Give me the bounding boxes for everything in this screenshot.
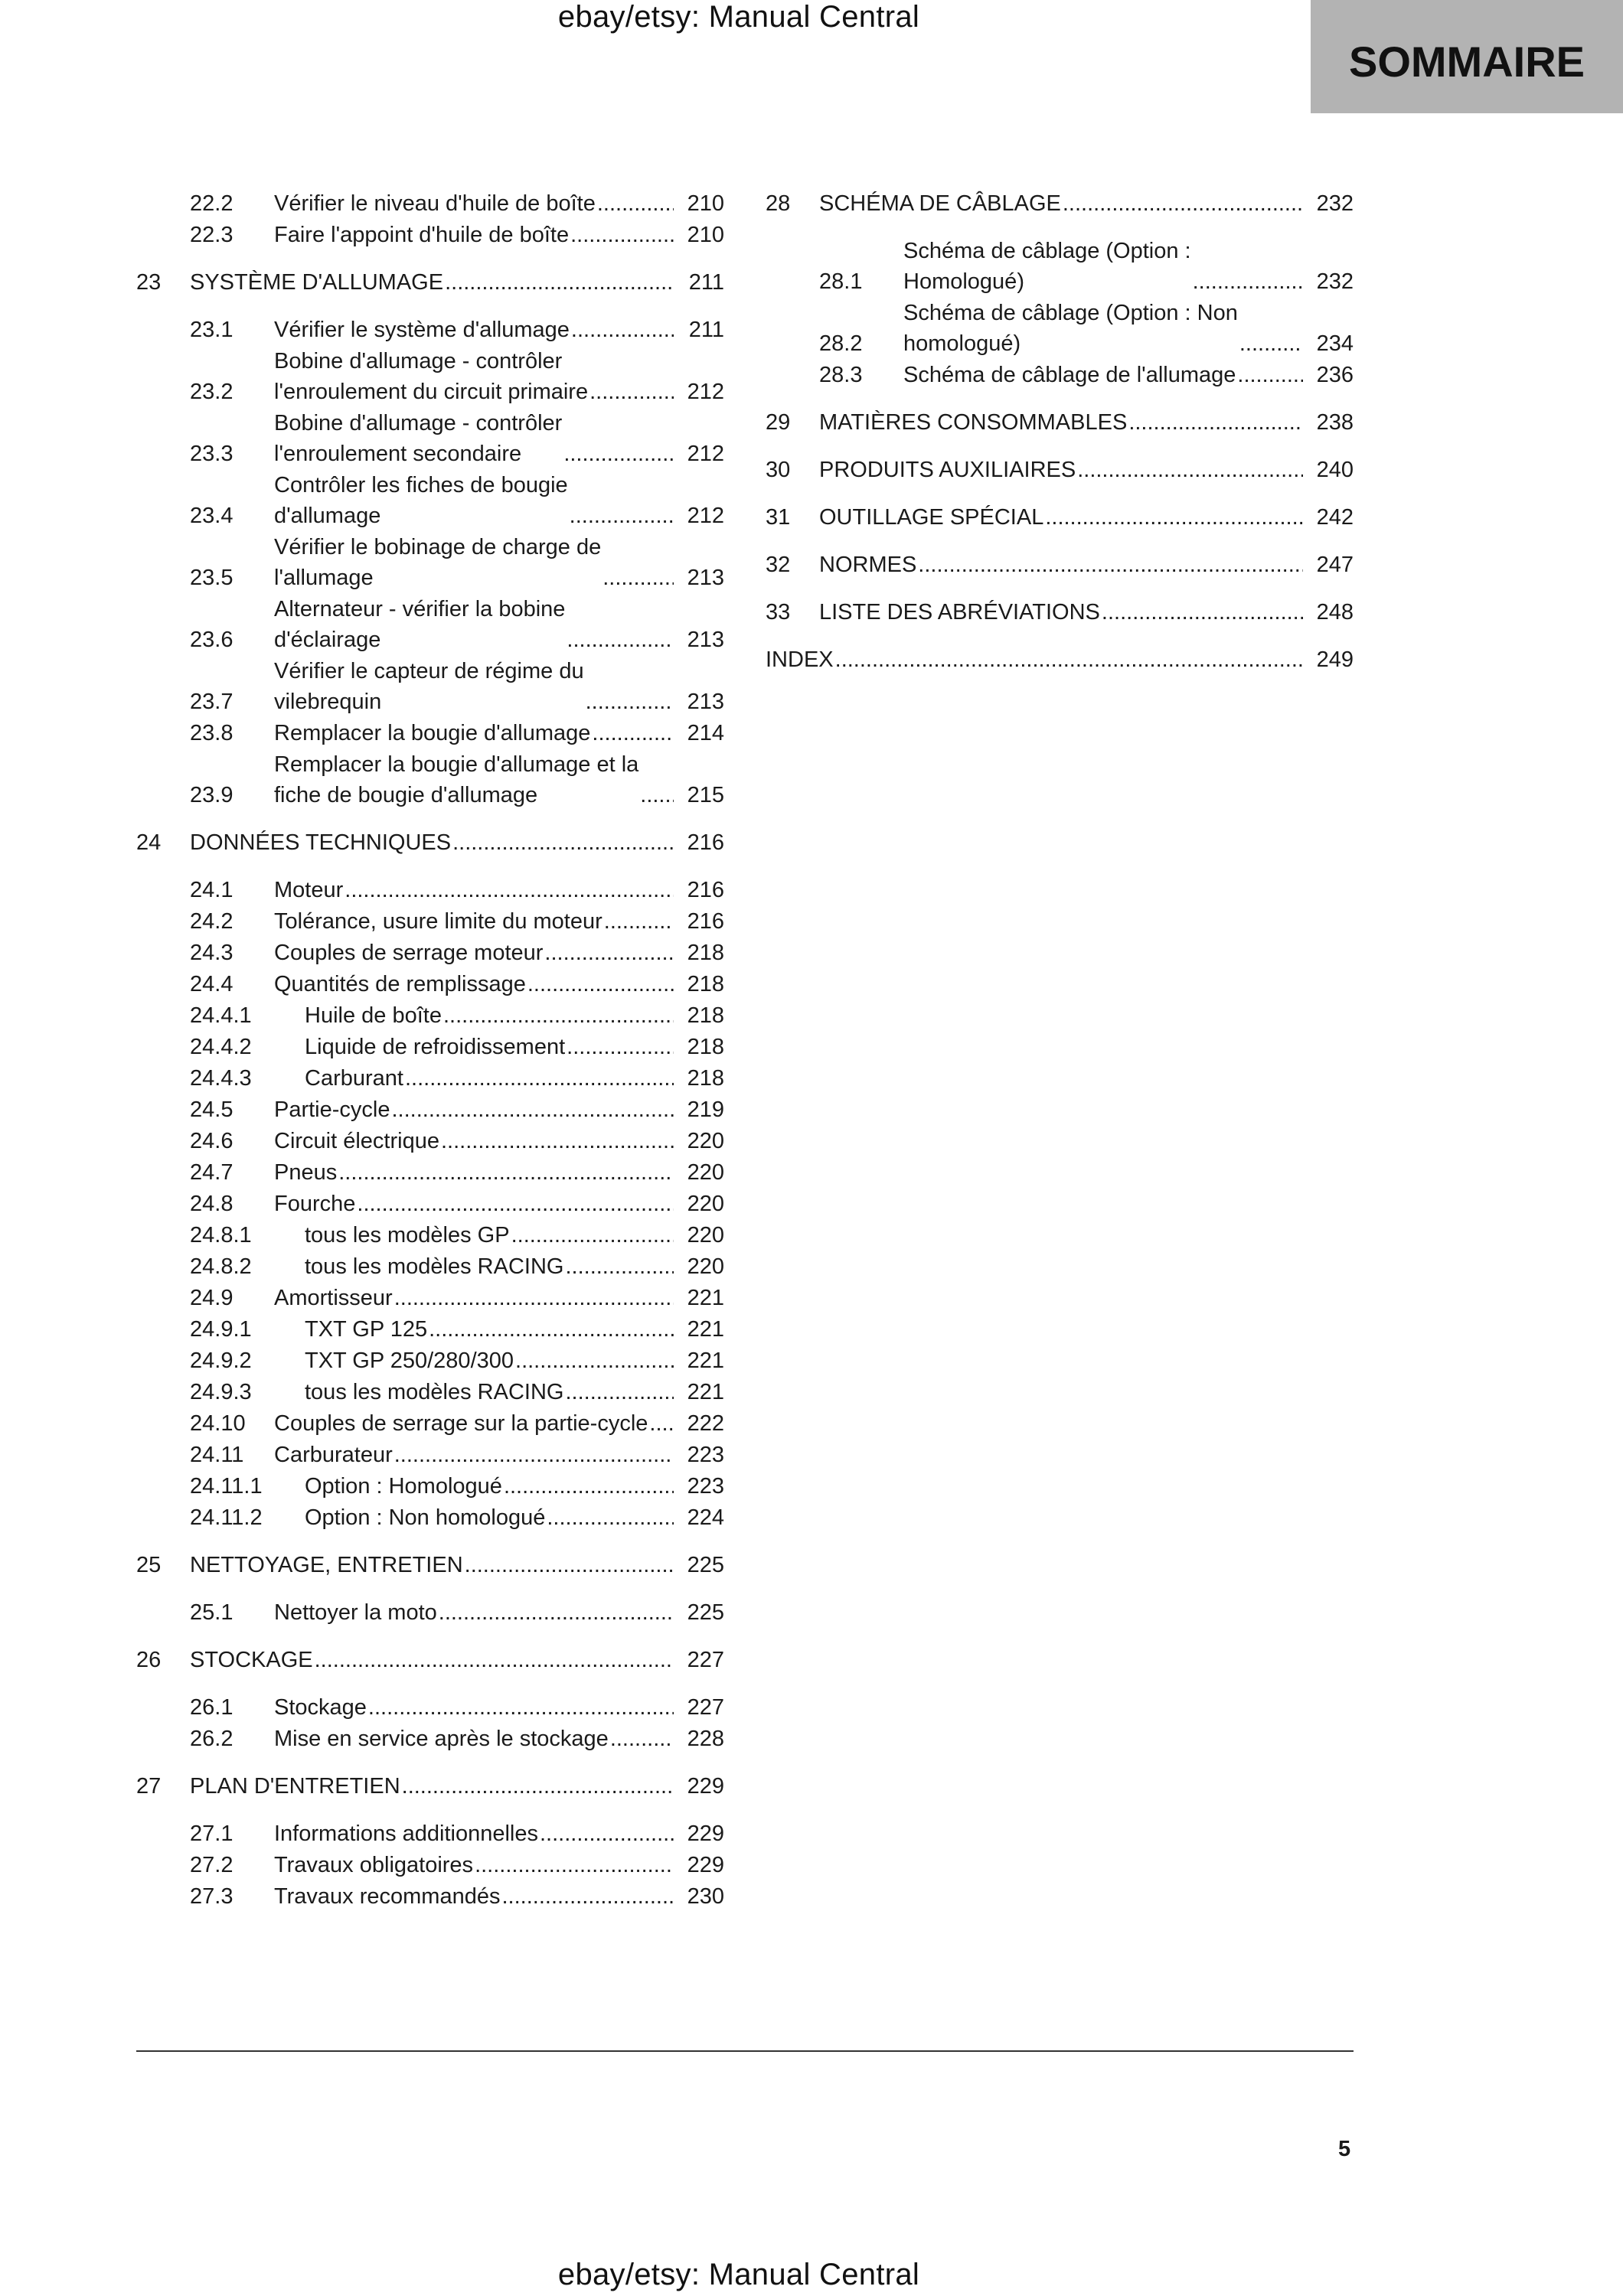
toc-entry-title: tous les modèles RACING ..... [305, 1251, 674, 1282]
toc-leader-dots [402, 1771, 674, 1802]
toc-entry-number: 24.2 [190, 909, 233, 934]
toc-entry-page: 221 [687, 1317, 724, 1342]
toc-entry-page: 218 [687, 1066, 724, 1091]
toc-leader-dots [592, 718, 674, 748]
toc-entry-number: 23.5 [190, 566, 233, 590]
toc-entry-page: 216 [687, 909, 724, 934]
toc-entry-page: 234 [1316, 331, 1354, 356]
toc-leader-dots [394, 1283, 674, 1313]
toc-entry[interactable] [136, 1283, 724, 1313]
page-number: 5 [1338, 2137, 1351, 2161]
toc-entry-page: 232 [1316, 191, 1354, 216]
toc-entry-page: 222 [687, 1411, 724, 1436]
toc-leader-dots [338, 1157, 674, 1188]
toc-entry-page: 221 [687, 1286, 724, 1310]
toc-entry-number: 27 [136, 1774, 162, 1799]
toc-entry-page: 227 [687, 1648, 724, 1672]
toc-entry-page: 223 [687, 1474, 724, 1499]
toc-leader-dots [368, 1692, 674, 1723]
toc-entry-page: 212 [687, 442, 724, 466]
toc-entry-title: tous les modèles RACING ..... [305, 1377, 674, 1407]
toc-entry-title: Amortisseur ..... [274, 1283, 674, 1313]
toc-leader-dots [504, 1471, 674, 1502]
toc-entry-number: 23.1 [190, 318, 233, 342]
toc-entry-title: NORMES ..... [819, 550, 1303, 580]
toc-entry[interactable] [136, 1771, 724, 1802]
toc-entry[interactable] [766, 298, 1354, 359]
toc-leader-dots [610, 1724, 674, 1754]
toc-entry-number: 24.8 [190, 1192, 233, 1216]
toc-entry-number: 24.8.2 [190, 1254, 252, 1279]
toc-entry-number: 31 [766, 505, 791, 530]
toc-leader-dots [540, 1818, 674, 1849]
toc-entry-title: Schéma de câblage (Option : Non homologué) ..... [903, 298, 1303, 359]
toc-leader-dots [475, 1850, 674, 1880]
watermark-bottom: ebay/etsy: Manual Central [557, 2258, 920, 2291]
toc-entry-number: 28.2 [819, 331, 863, 356]
toc-entry-title: Alternateur - vérifier la bobine d'éclairage ..... [274, 594, 674, 655]
toc-entry[interactable] [136, 1314, 724, 1345]
toc-entry-number: 29 [766, 410, 791, 435]
toc-entry-page: 218 [687, 972, 724, 996]
toc-entry-title: MATIÈRES CONSOMMABLES ..... [819, 407, 1303, 438]
toc-entry-number: 24.6 [190, 1129, 233, 1153]
toc-entry-title: Contrôler les fiches de bougie d'allumage ..... [274, 470, 674, 531]
toc-entry-page: 221 [687, 1349, 724, 1373]
toc-leader-dots [544, 938, 674, 968]
toc-entry-number: 23.8 [190, 721, 233, 745]
toc-entry[interactable] [136, 188, 724, 219]
toc-entry-number: 22.2 [190, 191, 233, 216]
toc-leader-dots [511, 1220, 674, 1251]
toc-entry-title: SYSTÈME D'ALLUMAGE ..... [190, 267, 674, 298]
toc-entry-number: 24 [136, 830, 162, 855]
toc-entry-title: PLAN D'ENTRETIEN ..... [190, 1771, 674, 1802]
toc-leader-dots [394, 1440, 674, 1470]
toc-entry-number: 22.3 [190, 223, 233, 247]
toc-entry-page: 220 [687, 1129, 724, 1153]
toc-leader-dots [315, 1645, 674, 1675]
toc-entry-title: OUTILLAGE SPÉCIAL ..... [819, 502, 1303, 533]
toc-entry-number: 27.1 [190, 1821, 233, 1846]
toc-entry-number: 24.9.2 [190, 1349, 252, 1373]
toc-entry-page: 211 [688, 318, 724, 342]
toc-entry-title: Schéma de câblage de l'allumage ..... [903, 360, 1303, 390]
toc-entry-title: Remplacer la bougie d'allumage et la fiche de bougie d'allumage ..... [274, 749, 674, 810]
toc-entry-page: 213 [687, 566, 724, 590]
toc-leader-dots [452, 827, 674, 858]
toc-leader-dots [445, 267, 674, 298]
toc-entry-title: Carburateur ..... [274, 1440, 674, 1470]
toc-entry-title: Vérifier le capteur de régime du vilebrequin ..... [274, 656, 674, 717]
toc-entry-number: 24.11.2 [190, 1505, 263, 1530]
toc-entry[interactable] [136, 1377, 724, 1407]
toc-leader-dots [567, 625, 674, 655]
toc-entry-title: INDEX ..... [766, 644, 1303, 675]
toc-entry-page: 238 [1316, 410, 1354, 435]
toc-entry-number: 24.3 [190, 941, 233, 965]
toc-entry-page: 212 [687, 504, 724, 528]
toc-entry[interactable] [136, 532, 724, 593]
toc-leader-dots [465, 1550, 674, 1580]
toc-entry-title: Option : Non homologué ..... [305, 1502, 674, 1533]
toc-entry-number: 26.1 [190, 1695, 233, 1720]
toc-entry-title: Informations additionnelles ..... [274, 1818, 674, 1849]
toc-entry-page: 229 [687, 1821, 724, 1846]
toc-entry-title: PRODUITS AUXILIAIRES ..... [819, 455, 1303, 485]
toc-leader-dots [565, 1251, 674, 1282]
toc-entry-title: Bobine d'allumage - contrôler l'enroulement du circuit primaire ..... [274, 346, 674, 407]
toc-leader-dots [345, 875, 674, 905]
toc-entry[interactable] [136, 1157, 724, 1188]
watermark-top: ebay/etsy: Manual Central [557, 0, 920, 34]
toc-entry[interactable] [136, 1000, 724, 1031]
toc-entry-title: Pneus ..... [274, 1157, 674, 1188]
toc-entry[interactable] [766, 188, 1354, 219]
toc-entry-number: 24.11.1 [190, 1474, 263, 1499]
toc-entry-number: 26 [136, 1648, 162, 1672]
toc-leader-dots [357, 1189, 674, 1219]
toc-leader-dots [443, 1000, 674, 1031]
toc-leader-dots [527, 969, 674, 1000]
toc-leader-dots [501, 1881, 674, 1912]
toc-entry[interactable] [136, 1094, 724, 1125]
toc-entry[interactable] [136, 906, 724, 937]
toc-entry-title: Couples de serrage moteur ..... [274, 938, 674, 968]
toc-entry[interactable] [766, 236, 1354, 297]
toc-entry-number: 23.2 [190, 380, 233, 404]
toc-entry-page: 210 [687, 223, 724, 247]
toc-entry[interactable] [136, 749, 724, 810]
toc-entry[interactable] [136, 656, 724, 717]
toc-entry-title: Travaux recommandés ..... [274, 1881, 674, 1912]
toc-entry-page: 247 [1316, 553, 1354, 577]
section-header-title: SOMMAIRE [1349, 38, 1585, 86]
toc-entry-page: 218 [687, 941, 724, 965]
toc-entry-title: Carburant ..... [305, 1063, 674, 1094]
toc-entry-title: NETTOYAGE, ENTRETIEN ..... [190, 1550, 674, 1580]
toc-entry-page: 230 [687, 1884, 724, 1909]
toc-entry-title: Option : Homologué ..... [305, 1471, 674, 1502]
toc-entry[interactable] [136, 718, 724, 748]
toc-entry[interactable] [136, 594, 724, 655]
toc-entry-number: 24.8.1 [190, 1223, 252, 1247]
toc-entry-title: Nettoyer la moto ..... [274, 1597, 674, 1628]
toc-leader-dots [1077, 455, 1303, 485]
toc-entry-page: 236 [1316, 363, 1354, 387]
toc-entry-number: 26.2 [190, 1727, 233, 1751]
section-header-tab [1311, 0, 1623, 113]
toc-entry-number: 28.1 [819, 269, 863, 294]
toc-entry-title: Bobine d'allumage - contrôler l'enroulement secondaire ..... [274, 408, 674, 469]
toc-entry[interactable] [136, 1345, 724, 1376]
toc-entry[interactable] [136, 1063, 724, 1094]
toc-entry-number: 23.7 [190, 690, 233, 714]
toc-entry[interactable] [766, 644, 1354, 675]
toc-entry-number: 24.9.1 [190, 1317, 252, 1342]
toc-entry-number: 27.2 [190, 1853, 233, 1877]
toc-entry[interactable] [136, 220, 724, 250]
toc-entry[interactable] [136, 346, 724, 407]
toc-entry[interactable] [136, 315, 724, 345]
toc-entry[interactable] [766, 502, 1354, 533]
toc-entry[interactable] [136, 938, 724, 968]
toc-leader-dots [1193, 266, 1303, 297]
toc-entry-title: DONNÉES TECHNIQUES ..... [190, 827, 674, 858]
toc-entry-number: 23 [136, 270, 162, 295]
toc-leader-dots [604, 906, 674, 937]
toc-entry-number: 24.4.1 [190, 1003, 252, 1028]
toc-entry-title: STOCKAGE ..... [190, 1645, 674, 1675]
toc-entry-page: 215 [687, 783, 724, 807]
toc-leader-dots [649, 1408, 674, 1439]
toc-entry-title: Quantités de remplissage ..... [274, 969, 674, 1000]
toc-entry-page: 212 [687, 380, 724, 404]
toc-entry-number: 24.9 [190, 1286, 233, 1310]
toc-entry-page: 229 [687, 1853, 724, 1877]
toc-entry-number: 25 [136, 1553, 162, 1577]
toc-entry[interactable] [136, 1471, 724, 1502]
toc-entry[interactable] [136, 1818, 724, 1849]
toc-entry[interactable] [136, 1440, 724, 1470]
toc-entry-number: 24.4 [190, 972, 233, 996]
toc-entry-page: 249 [1316, 647, 1354, 672]
toc-entry-title: Stockage ..... [274, 1692, 674, 1723]
footer-divider [136, 2050, 1354, 2052]
toc-entry[interactable] [136, 1881, 724, 1912]
toc-entry-title: Circuit électrique ..... [274, 1126, 674, 1156]
toc-leader-dots [589, 377, 674, 407]
toc-entry-page: 242 [1316, 505, 1354, 530]
toc-entry-number: 28 [766, 191, 791, 216]
toc-entry-number: 24.4.3 [190, 1066, 252, 1091]
toc-entry-page: 225 [687, 1553, 724, 1577]
toc-entry-page: 219 [687, 1097, 724, 1122]
toc-entry-number: 30 [766, 458, 791, 482]
toc-entry-page: 225 [687, 1600, 724, 1625]
toc-entry-page: 213 [687, 690, 724, 714]
toc-entry[interactable] [136, 408, 724, 469]
toc-leader-dots [1237, 360, 1303, 390]
toc-entry-title: Partie-cycle ..... [274, 1094, 674, 1125]
toc-entry[interactable] [766, 455, 1354, 485]
toc-entry-title: Fourche ..... [274, 1189, 674, 1219]
toc-leader-dots [1045, 502, 1303, 533]
toc-leader-dots [441, 1126, 674, 1156]
toc-leader-dots [570, 220, 674, 250]
toc-entry[interactable] [136, 875, 724, 905]
toc-leader-dots [429, 1314, 674, 1345]
toc-entry-title: Liquide de refroidissement ..... [305, 1032, 674, 1062]
toc-entry-number: 24.9.3 [190, 1380, 252, 1404]
toc-entry-page: 224 [687, 1505, 724, 1530]
toc-entry-number: 24.5 [190, 1097, 233, 1122]
toc-entry-number: 24.1 [190, 878, 233, 902]
toc-entry-title: SCHÉMA DE CÂBLAGE ..... [819, 188, 1303, 219]
toc-leader-dots [1102, 597, 1303, 628]
toc-leader-dots [1239, 328, 1303, 359]
toc-entry[interactable] [766, 407, 1354, 438]
toc-entry-page: 216 [687, 878, 724, 902]
toc-entry[interactable] [136, 470, 724, 531]
toc-leader-dots [603, 563, 674, 593]
toc-entry-page: 221 [687, 1380, 724, 1404]
toc-entry[interactable] [136, 827, 724, 858]
toc-leader-dots [571, 315, 674, 345]
toc-entry[interactable] [136, 1220, 724, 1251]
toc-leader-dots [405, 1063, 674, 1094]
toc-entry-number: 24.11 [190, 1443, 244, 1467]
toc-entry-number: 24.4.2 [190, 1035, 252, 1059]
toc-leader-dots [570, 501, 674, 531]
toc-entry-number: 23.3 [190, 442, 233, 466]
toc-leader-dots [565, 1377, 674, 1407]
toc-entry[interactable] [136, 1597, 724, 1628]
toc-entry-number: 24.10 [190, 1411, 246, 1436]
toc-entry-number: 33 [766, 600, 791, 625]
toc-entry-page: 220 [687, 1192, 724, 1216]
toc-entry[interactable] [766, 597, 1354, 628]
toc-leader-dots [563, 439, 674, 469]
toc-leader-dots [597, 188, 674, 219]
toc-leader-dots [547, 1502, 674, 1533]
toc-entry-title: Travaux obligatoires ..... [274, 1850, 674, 1880]
toc-entry-page: 220 [687, 1160, 724, 1185]
toc-entry-number: 23.9 [190, 783, 233, 807]
toc-entry-page: 227 [687, 1695, 724, 1720]
toc-entry-page: 214 [687, 721, 724, 745]
toc-entry-page: 218 [687, 1035, 724, 1059]
toc-entry-page: 220 [687, 1223, 724, 1247]
toc-entry-number: 25.1 [190, 1600, 233, 1625]
toc-entry-page: 213 [687, 628, 724, 652]
toc-entry-page: 229 [687, 1774, 724, 1799]
toc-entry[interactable] [136, 1251, 724, 1282]
toc-entry-page: 223 [687, 1443, 724, 1467]
toc-entry-title: Schéma de câblage (Option : Homologué) ..... [903, 236, 1303, 297]
toc-entry[interactable] [136, 1408, 724, 1439]
toc-entry-number: 24.7 [190, 1160, 233, 1185]
toc-entry-title: Tolérance, usure limite du moteur ..... [274, 906, 674, 937]
toc-entry-number: 27.3 [190, 1884, 233, 1909]
toc-entry-title: Couples de serrage sur la partie-cycle ..... [274, 1408, 674, 1439]
toc-entry[interactable] [136, 1645, 724, 1675]
toc-leader-dots [640, 780, 674, 810]
toc-entry-title: Moteur ..... [274, 875, 674, 905]
toc-entry-title: Vérifier le niveau d'huile de boîte ..... [274, 188, 674, 219]
toc-entry-page: 211 [688, 270, 724, 295]
toc-entry-title: Mise en service après le stockage ..... [274, 1724, 674, 1754]
toc-leader-dots [1128, 407, 1303, 438]
toc-entry-page: 220 [687, 1254, 724, 1279]
toc-entry-title: Huile de boîte ..... [305, 1000, 674, 1031]
toc-entry-page: 216 [687, 830, 724, 855]
toc-entry-page: 218 [687, 1003, 724, 1028]
toc-entry[interactable] [136, 1850, 724, 1880]
toc-leader-dots [439, 1597, 674, 1628]
toc-entry[interactable] [136, 1032, 724, 1062]
toc-entry-title: TXT GP 125 ..... [305, 1314, 674, 1345]
toc-entry-title: Remplacer la bougie d'allumage ..... [274, 718, 674, 748]
toc-entry-number: 28.3 [819, 363, 863, 387]
toc-leader-dots [515, 1345, 674, 1376]
toc-entry-title: tous les modèles GP ..... [305, 1220, 674, 1251]
toc-entry-title: TXT GP 250/280/300 ..... [305, 1345, 674, 1376]
toc-entry-title: Vérifier le système d'allumage ..... [274, 315, 674, 345]
toc-entry[interactable] [136, 1724, 724, 1754]
toc-entry-title: LISTE DES ABRÉVIATIONS ..... [819, 597, 1303, 628]
toc-entry-number: 32 [766, 553, 791, 577]
toc-leader-dots [1063, 188, 1303, 219]
toc-leader-dots [918, 550, 1303, 580]
toc-entry-page: 232 [1316, 269, 1354, 294]
toc-entry-number: 23.4 [190, 504, 233, 528]
toc-entry[interactable] [766, 360, 1354, 390]
toc-entry-page: 248 [1316, 600, 1354, 625]
toc-entry-page: 210 [687, 191, 724, 216]
toc-entry[interactable] [136, 1692, 724, 1723]
toc-entry[interactable] [136, 1550, 724, 1580]
toc-leader-dots [392, 1094, 674, 1125]
toc-leader-dots [586, 687, 674, 717]
toc-leader-dots [567, 1032, 674, 1062]
toc-entry[interactable] [136, 1189, 724, 1219]
toc-entry[interactable] [136, 969, 724, 1000]
toc-entry-page: 228 [687, 1727, 724, 1751]
toc-entry[interactable] [136, 267, 724, 298]
toc-entry-title: Vérifier le bobinage de charge de l'allumage ..... [274, 532, 674, 593]
toc-entry[interactable] [136, 1502, 724, 1533]
toc-entry-page: 240 [1316, 458, 1354, 482]
toc-entry-title: Faire l'appoint d'huile de boîte ..... [274, 220, 674, 250]
toc-entry[interactable] [136, 1126, 724, 1156]
toc-entry-number: 23.6 [190, 628, 233, 652]
toc-leader-dots [835, 644, 1303, 675]
toc-entry[interactable] [766, 550, 1354, 580]
